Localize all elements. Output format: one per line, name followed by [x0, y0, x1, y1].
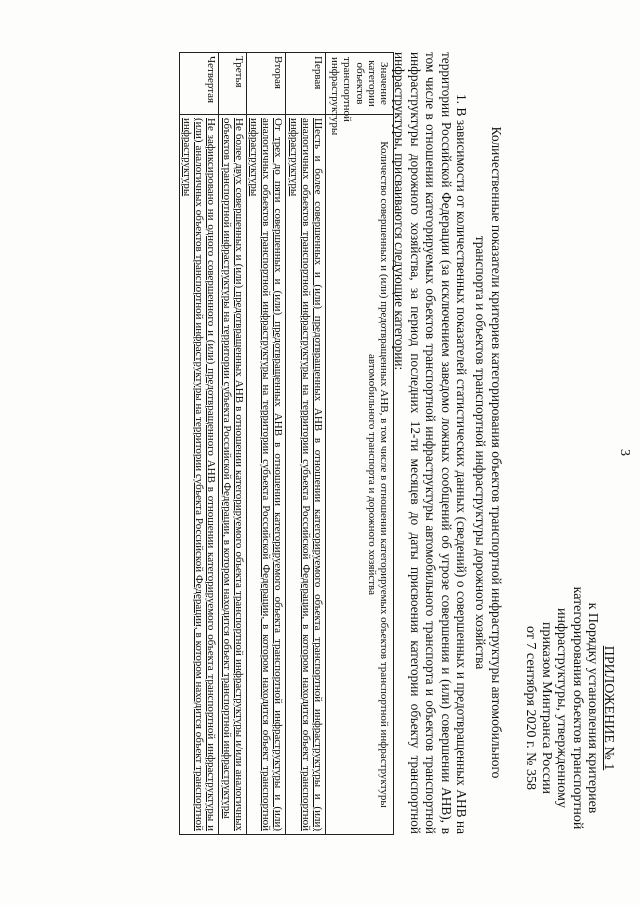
page-number: 3: [617, 449, 632, 456]
table-row: [179, 53, 219, 835]
category-cell: Первая: [286, 53, 326, 115]
category-cell: Четвертая: [179, 53, 219, 115]
appendix-line: инфраструктуры, утвержденному: [554, 608, 570, 808]
column-header-incidents: Количество совершенных и (или) предотвращенных АНВ, в том числе в отношении категорируемых объектов транспортной инфраструктуры автомобильного транспорта и дорожного хозяйства: [325, 115, 393, 835]
appendix-line: приказом Минтранса России: [539, 621, 554, 795]
appendix-line: к Порядку установления критериев: [585, 602, 601, 814]
description-cell: Шесть и более совершенных и (или) предотвращенных АНВ в отношении категорируемого объекта транспортной инфраструктуры и (или) аналогичных объектов транспортной инфраструктуры на территории субъекта Российской Федерации, в котором находится объект транспортной инфраструктуры: [286, 115, 326, 835]
description-cell: От трех до пяти совершенных и (или) предотвращенных АНВ в отношении категорируемого объекта транспортной инфраструктуры и (или) аналогичных объектов транспортной инфраструктуры на территории субъекта Российской Федерации, в котором находится объект транспортной инфраструктуры: [246, 115, 286, 835]
table-row: [246, 53, 286, 835]
appendix-title: ПРИЛОЖЕНИЕ № 1: [601, 645, 616, 771]
appendix-header: [523, 582, 616, 834]
category-cell: Вторая: [246, 53, 286, 115]
table-row: [219, 53, 246, 835]
category-cell: Третья: [219, 53, 246, 115]
table-row: [286, 53, 326, 835]
document-title: [472, 95, 504, 810]
category-criteria-table: [179, 52, 394, 835]
column-header-category: Значение категории объектов транспортной инфраструктуры: [325, 53, 393, 115]
description-cell: Не более двух совершенных и (или) предотвращенных АНВ в отношении категорируемого объекта транспортной инфраструктуры и/или аналогичных объектов транспортной инфраструктуры на территории субъекта Российской Федерации, в котором находится объект транспортной инфраструктуры: [219, 115, 246, 835]
appendix-line: категорирования объектов транспортной: [570, 586, 585, 830]
description-cell: Не зафиксировано ни одного совершенного и (или) предотвращенного АНВ в отношении категорируемого объекта транспортной инфраструктуры и (или) аналогичных объектов транспортной инфраструктуры на территории субъекта Российской Федерации, в котором находится объект транспортной инфраструктуры: [179, 115, 219, 835]
appendix-line: от 7 сентября 2020 г. № 358: [523, 626, 539, 790]
table-header-row: [325, 53, 393, 835]
paragraph-1: 1. В зависимости от количественных показателей статистических данных (сведений) о совершенных и предотвращенных АНВ на территории Российской Федерации (за исключением заведомо ложных сообщений об угрозе совершения и (или) совершении АНВ), в том числе в отношении категорируемых объектов транспортной инфраструктуры автомобильного транспорта и объектов транспортной инфраструктуры дорожного хозяйства, за период последних 12-ти месяцев до даты присвоения категории объекту транспортной инфраструктуры, присваиваются следующие категории:: [392, 52, 469, 834]
title-line: Количественные показатели критериев категорирования объектов транспортной инфраструктуры автомобильного: [489, 126, 504, 779]
title-line: транспорта и объектов транспортной инфраструктуры дорожного хозяйства: [473, 235, 488, 670]
